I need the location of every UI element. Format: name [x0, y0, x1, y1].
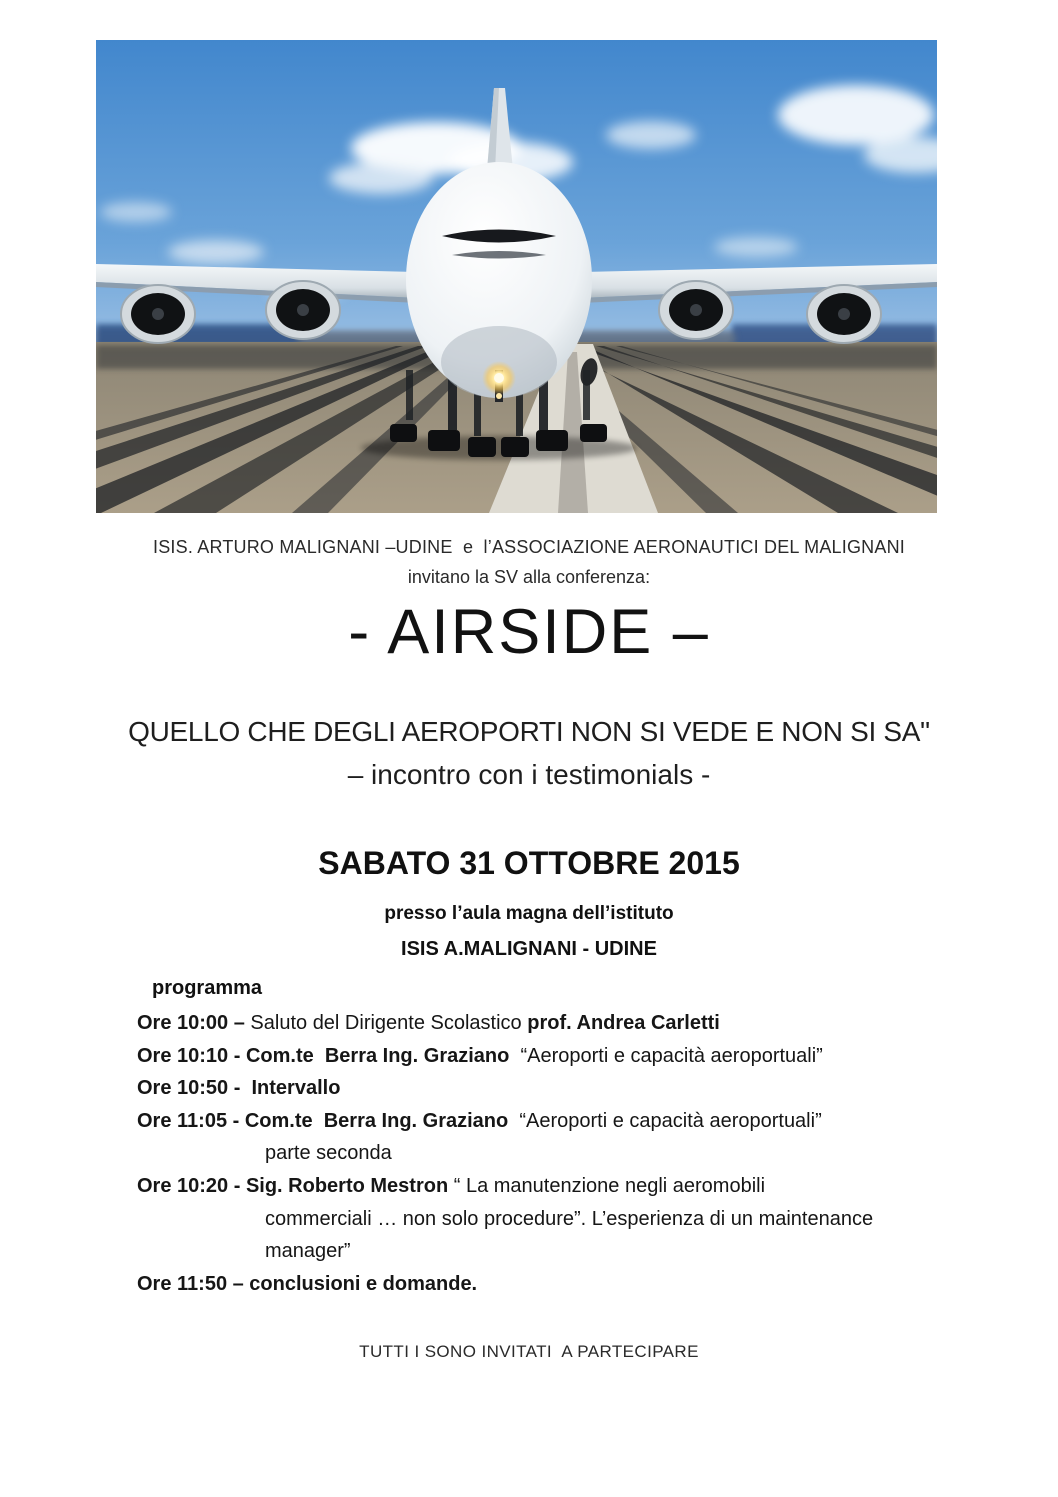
- airplane-photo: [96, 40, 937, 513]
- invitation-line: invitano la SV alla conferenza:: [407, 567, 651, 587]
- engine-inboard-right: [659, 281, 733, 339]
- program-segment: manager”: [265, 1240, 351, 1263]
- program-line: [137, 1040, 1017, 1073]
- program-line: [137, 1072, 1017, 1105]
- program-segment: Saluto del Dirigente Scolastico: [250, 1012, 528, 1034]
- program-segment: prof. Andrea Carletti: [527, 1012, 720, 1034]
- footer-invitation: TUTTI I SONO INVITATI A PARTECIPARE: [359, 1342, 699, 1361]
- subtitle-line-1: QUELLO CHE DEGLI AEROPORTI NON SI VEDE E NON SI SA": [128, 716, 930, 747]
- engine-inboard-left: [266, 281, 340, 339]
- program-line: [137, 1137, 1017, 1170]
- program-segment: “Aeroporti e capacità aeroportuali”: [508, 1109, 822, 1132]
- engine-outboard-left: [121, 285, 195, 343]
- program-line: [137, 1007, 1017, 1040]
- program-segment: Ore 10:50 - Intervallo: [137, 1077, 341, 1100]
- program-heading: programma: [152, 977, 263, 999]
- program-segment: “ La manutenzione negli aeromobili: [448, 1174, 766, 1197]
- program-segment: parte seconda: [265, 1142, 392, 1165]
- engine-outboard-right: [807, 285, 881, 343]
- program-list: [137, 1007, 1017, 1300]
- program-line: [137, 1170, 1017, 1203]
- program-line: [137, 1105, 1017, 1138]
- organizer-line: ISIS. ARTURO MALIGNANI –UDINE e l’ASSOCIAZIONE AERONAUTICI DEL MALIGNANI: [153, 537, 905, 557]
- venue-line-2: ISIS A.MALIGNANI - UDINE: [401, 938, 657, 960]
- program-line: [137, 1268, 1017, 1301]
- program-segment: Ore 10:20 - Sig. Roberto Mestron: [137, 1174, 449, 1197]
- program-segment: Ore 11:50 – conclusioni e domande.: [137, 1272, 478, 1295]
- subtitle-line-2: – incontro con i testimonials -: [347, 759, 711, 790]
- program-segment: Ore 11:05 - Com.te Berra Ing. Graziano: [137, 1109, 509, 1132]
- program-line: [137, 1203, 1017, 1236]
- program-segment: Ore 10:10 - Com.te Berra Ing. Graziano: [137, 1044, 510, 1067]
- program-segment: commerciali … non solo procedure”. L’esperienza di un maintenance: [265, 1207, 874, 1230]
- event-date: SABATO 31 OTTOBRE 2015: [318, 845, 740, 881]
- program-segment: Ore 10:00 –: [137, 1012, 251, 1034]
- program-segment: “Aeroporti e capacità aeroportuali”: [509, 1044, 823, 1067]
- flyer-title: - AIRSIDE –: [348, 597, 710, 667]
- airplane-photo-art: [96, 40, 937, 513]
- program-line: [137, 1235, 1017, 1268]
- venue-line-1: presso l’aula magna dell’istituto: [384, 903, 674, 924]
